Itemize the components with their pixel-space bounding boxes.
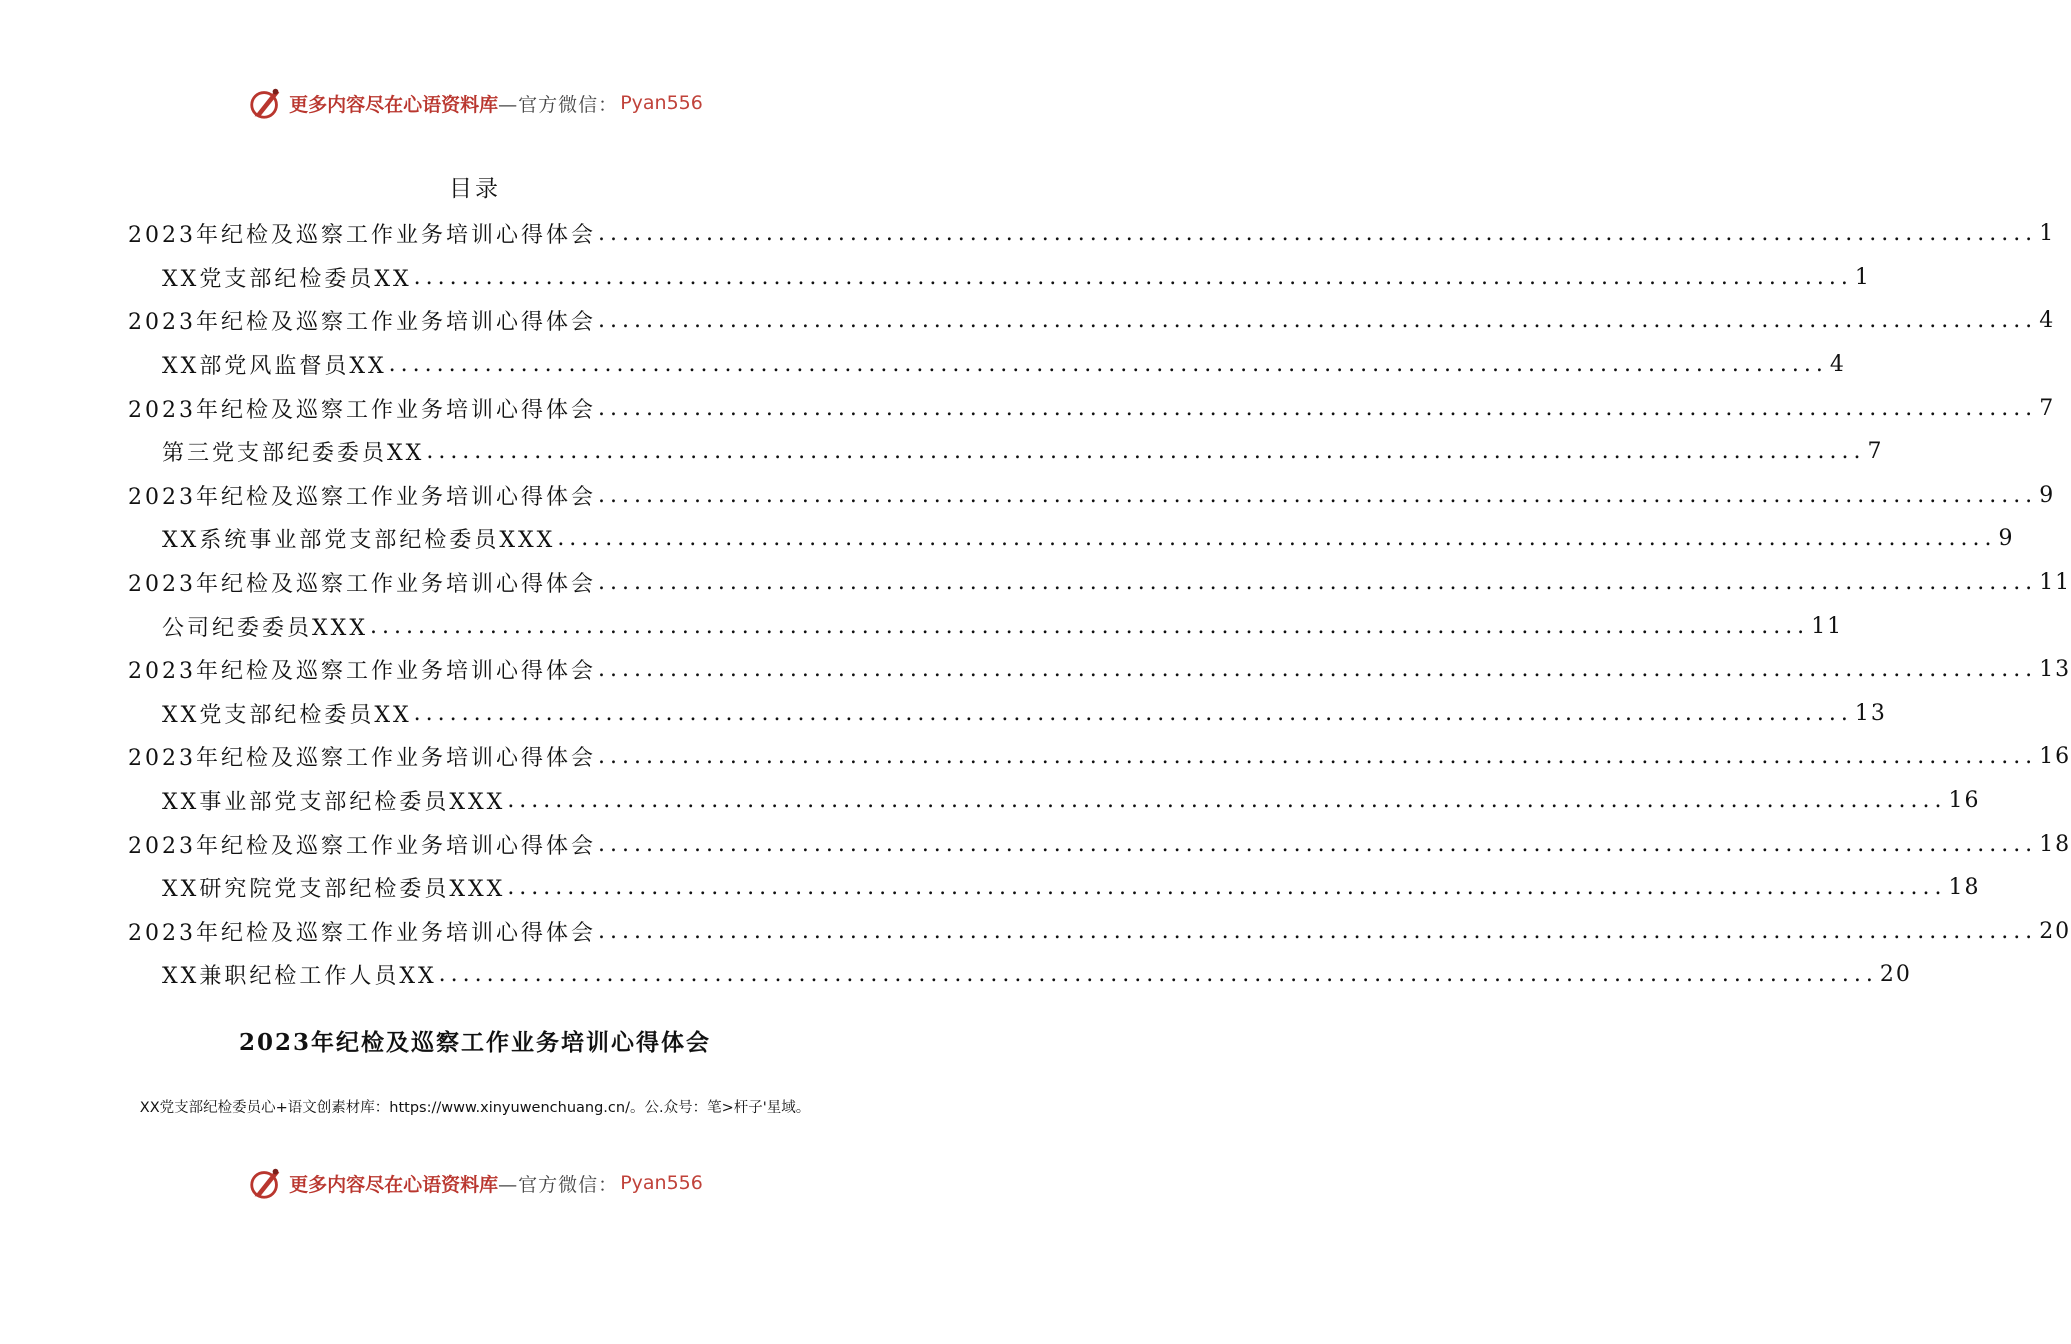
toc-entry-title: XX党支部纪检委员XX [162, 702, 412, 728]
toc-entry-page: 1 [2039, 221, 2056, 247]
toc-entry-title: XX部党风监督员XX [162, 354, 387, 380]
toc-dot-leader: ........................................................................................................................ [413, 700, 1853, 726]
quill-pen-logo-icon [247, 84, 285, 122]
toc-dot-leader: ........................................................................................................................ [413, 264, 1853, 290]
toc-entry[interactable] [128, 474, 2056, 518]
toc-entry-page: 16 [2039, 744, 2071, 770]
toc-entry[interactable] [128, 604, 1844, 648]
toc-entry-page: 20 [1879, 962, 1912, 988]
banner-dark-text: —官方微信： [498, 93, 619, 116]
toc-dot-leader: ........................................................................................................................ [598, 918, 2038, 944]
toc-entry-title: 2023年纪检及巡察工作业务培训心得体会 [128, 920, 596, 946]
toc-entry-title: XX事业部党支部纪检委员XXX [162, 790, 506, 816]
toc-entry-title: 2023年纪检及巡察工作业务培训心得体会 [128, 484, 596, 510]
toc-entry-title: 公司纪委委员XXX [162, 615, 368, 641]
toc-dot-leader: ........................................................................................................................ [438, 962, 1878, 988]
toc-entry-title: 2023年纪检及巡察工作业务培训心得体会 [128, 572, 596, 598]
toc-dot-leader: ........................................................................................................................ [557, 526, 1997, 552]
toc-title: 目录 [449, 176, 501, 202]
toc-entry-page: 20 [2039, 918, 2071, 944]
toc-entry-page: 13 [2039, 657, 2071, 683]
toc-entry-page: 1 [1854, 264, 1871, 290]
toc-dot-leader: ........................................................................................................................ [598, 482, 2038, 508]
article-byline: XX党支部纪检委员心+语文创素材库：https://www.xinyuwenchuang.cn/。公.众号：笔>杆子'星域。 [139, 1100, 811, 1116]
toc-entry[interactable] [128, 953, 1912, 997]
toc-dot-leader: ........................................................................................................................ [426, 439, 1866, 465]
toc-entry[interactable] [128, 430, 1884, 474]
toc-entry[interactable] [128, 299, 2056, 343]
toc-entry-title: 第三党支部纪委委员XX [162, 441, 425, 467]
header-banner [0, 78, 950, 128]
banner-dark-text: —官方微信： [498, 1173, 619, 1196]
toc-dot-leader: ........................................................................................................................ [598, 395, 2038, 421]
toc-entry-title: XX兼职纪检工作人员XX [162, 964, 437, 990]
toc-entry[interactable] [128, 779, 1981, 823]
toc-entry-title: 2023年纪检及巡察工作业务培训心得体会 [128, 659, 596, 685]
toc-entry-title: XX党支部纪检委员XX [162, 266, 412, 292]
footer-banner [0, 1158, 950, 1208]
toc-dot-leader: ........................................................................................................................ [598, 570, 2038, 596]
banner-red-text: 更多内容尽在心语资料库 [289, 93, 499, 116]
toc-dot-leader: ........................................................................................................................ [598, 308, 2038, 334]
toc-entry[interactable] [128, 735, 2071, 779]
toc-entry-title: XX系统事业部党支部纪检委员XXX [162, 528, 556, 554]
table-of-contents [128, 212, 2071, 997]
toc-entry-page: 9 [1998, 526, 2015, 552]
toc-entry-page: 4 [2039, 308, 2056, 334]
toc-entry-page: 9 [2039, 482, 2056, 508]
toc-dot-leader: ........................................................................................................................ [507, 788, 1947, 814]
toc-entry-page: 18 [1948, 875, 1981, 901]
toc-entry[interactable] [128, 561, 2071, 605]
toc-entry[interactable] [128, 866, 1981, 910]
toc-entry-title: 2023年纪检及巡察工作业务培训心得体会 [128, 746, 596, 772]
toc-dot-leader: ........................................................................................................................ [598, 221, 2038, 247]
toc-entry-page: 13 [1854, 700, 1887, 726]
toc-dot-leader: ........................................................................................................................ [507, 875, 1947, 901]
article-heading: 2023年纪检及巡察工作业务培训心得体会 [238, 1029, 711, 1056]
toc-entry[interactable] [128, 212, 2056, 256]
toc-entry-page: 4 [1829, 352, 1846, 378]
quill-pen-logo-icon [247, 1164, 285, 1202]
banner-wechat-id: Pyan556 [620, 1172, 703, 1194]
toc-dot-leader: ........................................................................................................................ [598, 831, 2038, 857]
toc-entry[interactable] [128, 692, 1887, 736]
toc-entry[interactable] [128, 517, 2015, 561]
toc-entry[interactable] [128, 822, 2071, 866]
toc-entry[interactable] [128, 910, 2071, 954]
toc-entry-title: 2023年纪检及巡察工作业务培训心得体会 [128, 310, 596, 336]
toc-entry-page: 11 [1811, 613, 1844, 639]
toc-entry-page: 16 [1948, 788, 1981, 814]
toc-dot-leader: ........................................................................................................................ [598, 744, 2038, 770]
toc-entry-title: 2023年纪检及巡察工作业务培训心得体会 [128, 397, 596, 423]
toc-entry-page: 11 [2039, 570, 2071, 596]
toc-entry[interactable] [128, 256, 1871, 300]
toc-entry-title: 2023年纪检及巡察工作业务培训心得体会 [128, 223, 596, 249]
toc-dot-leader: ........................................................................................................................ [598, 657, 2038, 683]
toc-entry-page: 18 [2039, 831, 2071, 857]
toc-entry[interactable] [128, 648, 2071, 692]
banner-wechat-id: Pyan556 [620, 92, 703, 114]
toc-entry-title: XX研究院党支部纪检委员XXX [162, 877, 506, 903]
toc-entry[interactable] [128, 343, 1846, 387]
toc-entry-page: 7 [1867, 439, 1884, 465]
toc-dot-leader: ........................................................................................................................ [370, 613, 1810, 639]
banner-red-text: 更多内容尽在心语资料库 [289, 1173, 499, 1196]
toc-entry-title: 2023年纪检及巡察工作业务培训心得体会 [128, 833, 596, 859]
toc-dot-leader: ........................................................................................................................ [388, 352, 1828, 378]
toc-entry[interactable] [128, 386, 2056, 430]
toc-entry-page: 7 [2039, 395, 2056, 421]
